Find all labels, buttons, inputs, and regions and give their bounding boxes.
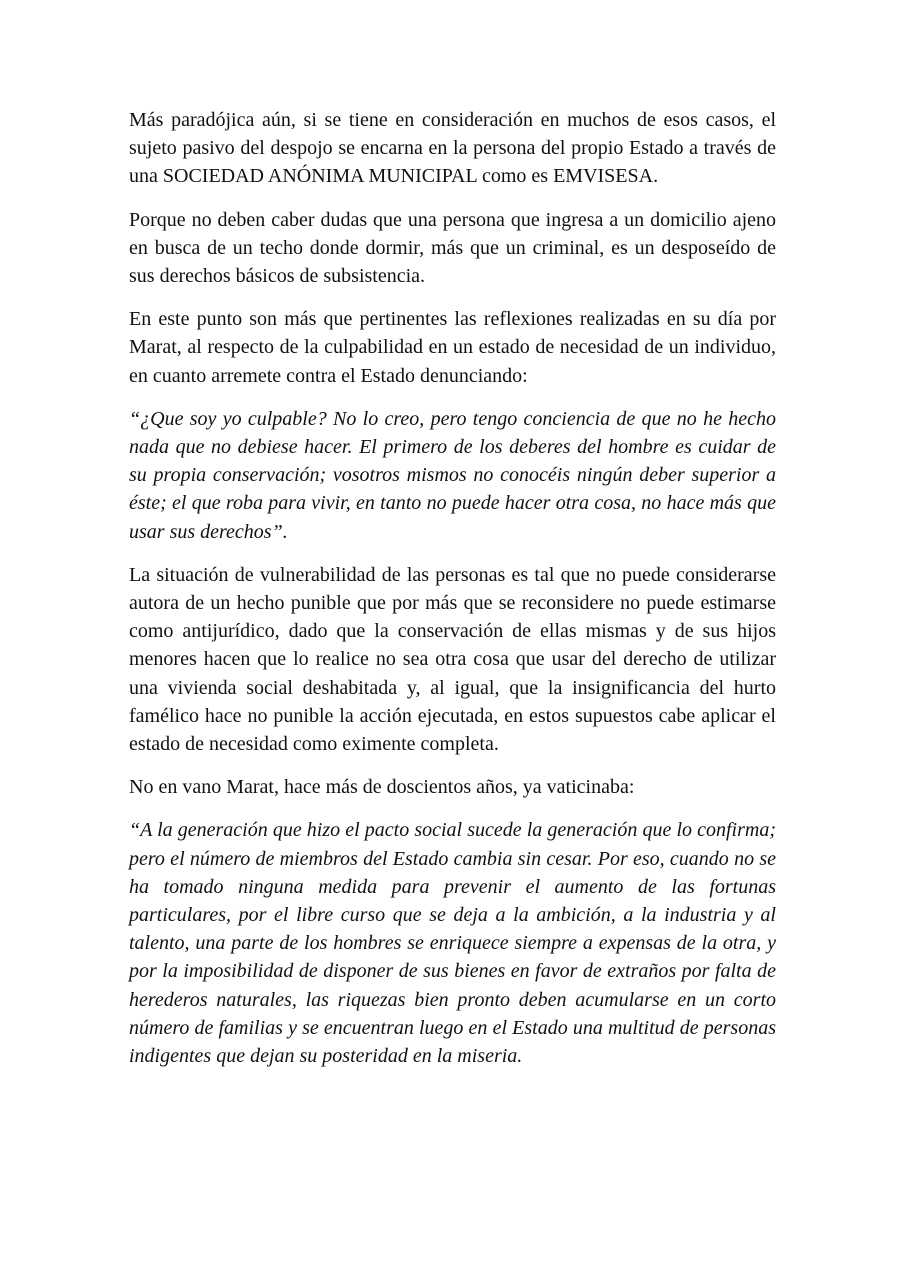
quote-marat-2: “A la generación que hizo el pacto social sucede la generación que lo confirma; pero el número de miembros del Estado cambia sin cesar. Por eso, cuando no se ha tomado ninguna medida para prevenir el aumento de las fortunas particulares, por el libre curso que se deja a la ambición, a la industria y al talento, una parte de los hombres se enriquece siempre a expensas de la otra, y por la imposibilidad de disponer de sus bienes en favor de extraños por falta de herederos naturales, las riquezas bien pronto deben acumularse en un corto número de familias y se encuentran luego en el Estado una multitud de personas indigentes que dejan su posteridad en la miseria. bbox=[129, 819, 776, 1068]
paragraph-4: La situación de vulnerabilidad de las personas es tal que no puede considerarse autora de un hecho punible que por más que se reconsidere no puede estimarse como antijurídico, dado que la conservación de ellas mismas y de sus hijos menores hacen que lo realice no sea otra cosa que usar del derecho de utilizar una vivienda social deshabitada y, al igual, que la insignificancia del hurto famélico hace no punible la acción ejecutada, en estos supuestos cabe aplicar el estado de necesidad como eximente completa. bbox=[129, 563, 776, 756]
paragraph-3: En este punto son más que pertinentes las reflexiones realizadas en su día por Marat, al respecto de la culpabilidad en un estado de necesidad de un individuo, en cuanto arremete contra el Estado denunciando: bbox=[129, 308, 776, 387]
paragraph-5: No en vano Marat, hace más de doscientos años, ya vaticinaba: bbox=[129, 776, 635, 799]
document-page bbox=[129, 106, 776, 1085]
paragraph-2: Porque no deben caber dudas que una persona que ingresa a un domicilio ajeno en busca de un techo donde dormir, más que un criminal, es un desposeído de sus derechos básicos de subsistencia. bbox=[129, 208, 776, 288]
paragraph-1: Más paradójica aún, si se tiene en consideración en muchos de esos casos, el sujeto pasivo del despojo se encarna en la persona del propio Estado a través de una SOCIEDAD ANÓNIMA MUNICIPAL como es EMVISESA. bbox=[129, 109, 776, 188]
quote-marat-1: “¿Que soy yo culpable? No lo creo, pero tengo conciencia de que no he hecho nada que no debiese hacer. El primero de los deberes del hombre es cuidar de su propia conservación; vosotros mismos no conocéis ningún deber superior a éste; el que roba para vivir, en tanto no puede hacer otra cosa, no hace más que usar sus derechos”. bbox=[129, 407, 776, 543]
